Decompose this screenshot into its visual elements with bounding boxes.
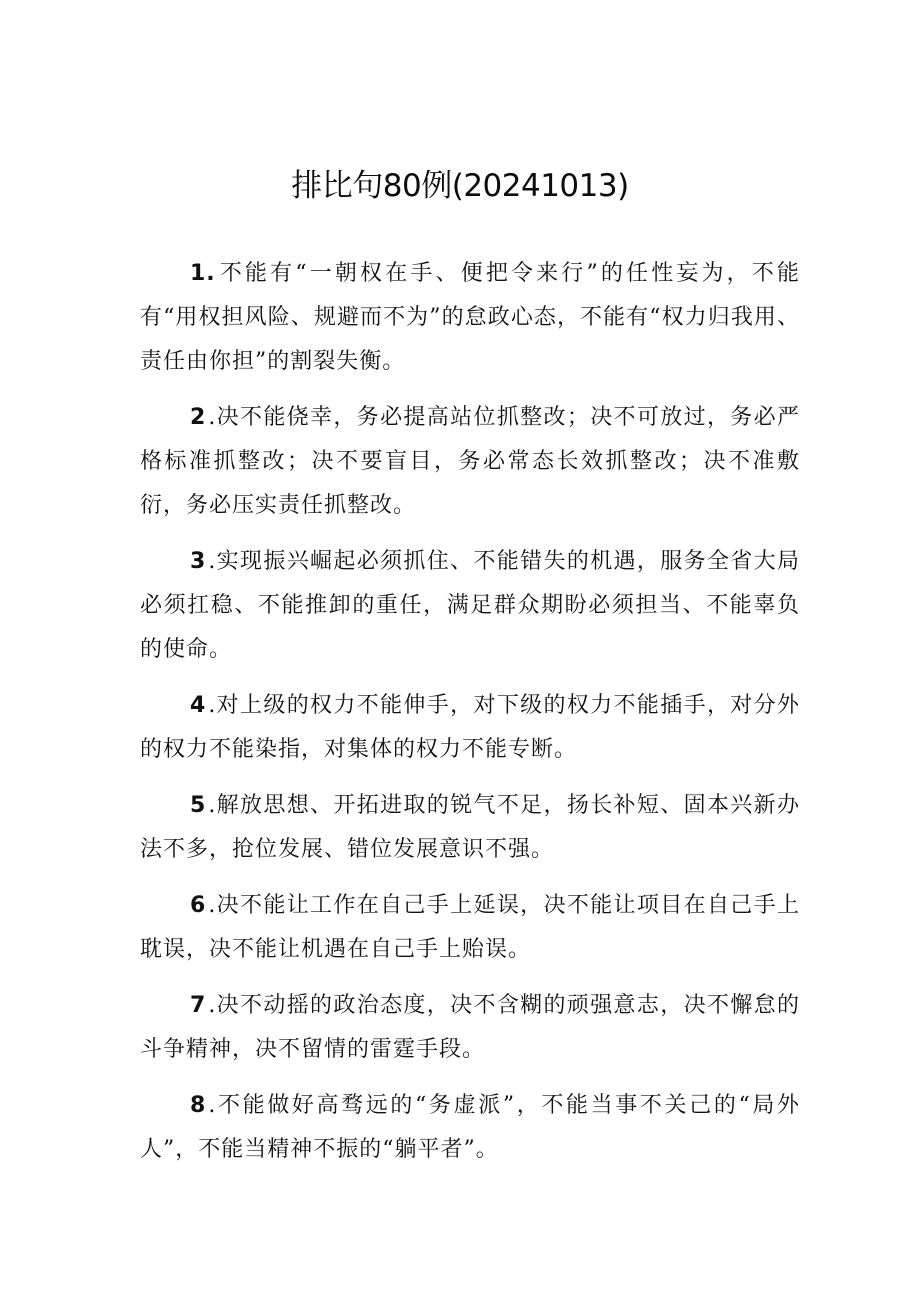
paragraph-text: .解放思想、开拓进取的锐气不足，扬长补短、固本兴新办法不多，抢位发展、错位发展意识不强。 [140,793,800,862]
paragraph-1 [140,252,800,384]
paragraph-number: 7 [190,993,207,1018]
paragraph-text: .对上级的权力不能伸手，对下级的权力不能插手，对分外的权力不能染指，对集体的权力不能专断。 [140,693,800,762]
paragraph-6 [140,884,800,972]
paragraph-number: 5 [190,793,207,818]
paragraph-5 [140,784,800,872]
paragraph-2 [140,396,800,528]
paragraph-4 [140,684,800,772]
paragraph-text: .不能做好高骛远的“务虚派”，不能当事不关己的“局外人”，不能当精神不振的“躺平者”。 [140,1093,800,1162]
paragraph-text: .决不动摇的政治态度，决不含糊的顽强意志，决不懈怠的斗争精神，决不留情的雷霆手段。 [140,993,800,1062]
paragraph-8 [140,1084,800,1172]
paragraph-number: 8 [190,1093,207,1118]
paragraph-text: .决不能让工作在自己手上延误，决不能让项目在自己手上耽误，决不能让机遇在自己手上贻误。 [140,893,800,962]
paragraph-text: .实现振兴崛起必须抓住、不能错失的机遇，服务全省大局必须扛稳、不能推卸的重任，满足群众期盼必须担当、不能辜负的使命。 [140,549,800,662]
paragraph-number: 2 [190,405,207,430]
paragraph-number: 6 [190,893,207,918]
document-title: 排比句80例(20241013) [291,168,629,204]
paragraph-text: .决不能侥幸，务必提高站位抓整改；决不可放过，务必严格标准抓整改；决不要盲目，务必常态长效抓整改；决不准敷衍，务必压实责任抓整改。 [140,405,800,518]
paragraph-number: 4 [190,693,207,718]
document-body [140,252,800,1184]
paragraph-text: 不能有“一朝权在手、便把令来行”的任性妄为，不能有“用权担风险、规避而不为”的怠政心态，不能有“权力归我用、责任由你担”的割裂失衡。 [140,261,800,374]
paragraph-3 [140,540,800,672]
paragraph-7 [140,984,800,1072]
paragraph-number: 3 [190,549,207,574]
paragraph-number: 1. [190,261,216,286]
